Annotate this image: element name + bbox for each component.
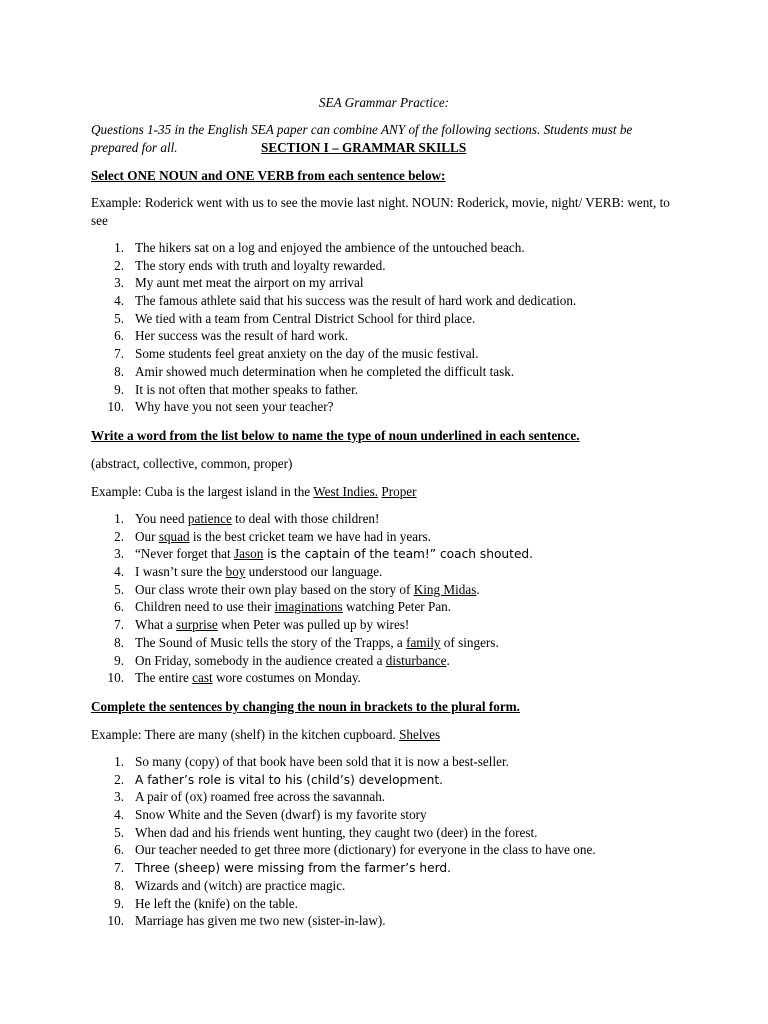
item-text: of singers. <box>440 634 499 650</box>
list-item: 10. Why have you not seen your teacher? <box>107 399 334 415</box>
item-text: The Sound of Music tells the story of the Trapps, a <box>135 634 407 650</box>
item-text: What a <box>135 617 177 633</box>
underlined-noun: cast <box>192 670 213 686</box>
item-text: Our teacher needed to get three more (dictionary) for everyone in the class to have one. <box>135 842 596 858</box>
list-item: 3. “Never forget that Jason is the captain of the team!” coach shouted. <box>114 546 534 562</box>
item-text: You need <box>135 511 188 526</box>
item-text: We tied with a team from Central District School for third place. <box>135 310 476 326</box>
example-underlined-noun: West Indies. <box>313 484 379 499</box>
section-title: SECTION I – GRAMMAR SKILLS <box>261 140 467 155</box>
item-text: I wasn’t sure the <box>135 564 226 580</box>
underlined-noun: King Midas <box>413 581 477 597</box>
part1-list <box>91 239 671 416</box>
list-item: 3. A pair of (ox) roamed free across the savannah. <box>114 789 386 805</box>
part3-list <box>91 753 671 930</box>
underlined-noun: Jason <box>233 546 264 562</box>
part3-example <box>91 726 671 744</box>
item-text: wore costumes on Monday. <box>212 670 361 686</box>
list-item: 2. The story ends with truth and loyalty rewarded. <box>114 257 386 273</box>
item-text: He left the (knife) on the table. <box>135 895 298 911</box>
list-item: 5. Our class wrote their own play based on the story of King Midas. <box>114 581 480 597</box>
example-answer: Shelves <box>399 727 441 742</box>
item-text: Amir showed much determination when he completed the difficult task. <box>135 363 515 379</box>
item-text: The hikers sat on a log and enjoyed the ambience of the untouched beach. <box>135 240 525 255</box>
list-item: 6. Our teacher needed to get three more (dictionary) for everyone in the class to have one. <box>114 842 596 858</box>
list-item: 1. The hikers sat on a log and enjoyed the ambience of the untouched beach. <box>114 240 525 255</box>
list-item: 8. Wizards and (witch) are practice magic. <box>114 877 346 893</box>
item-text: watching Peter Pan. <box>342 599 452 615</box>
item-text: Our <box>135 528 159 544</box>
item-text: . <box>446 652 450 668</box>
list-item: 8. Amir showed much determination when he completed the difficult task. <box>114 363 515 379</box>
list-item: 8. The Sound of Music tells the story of the Trapps, a family of singers. <box>114 634 499 650</box>
item-text: . <box>476 581 480 597</box>
list-item: 6. Children need to use their imaginations watching Peter Pan. <box>114 599 452 615</box>
list-item: 6. Her success was the result of hard work. <box>114 328 349 344</box>
item-text: Three (sheep) were missing from the farmer’s herd. <box>135 861 452 876</box>
list-item: 1. So many (copy) of that book have been sold that it is now a best-seller. <box>114 754 509 769</box>
list-item: 9. It is not often that mother speaks to father. <box>114 381 359 397</box>
part2-options: (abstract, collective, common, proper) <box>91 456 293 471</box>
document-title: SEA Grammar Practice: <box>318 95 450 110</box>
part2-heading: Write a word from the list below to name the type of noun underlined in each sentence. <box>91 428 580 443</box>
item-text: Snow White and the Seven (dwarf) is my favorite story <box>135 807 427 823</box>
item-text: A pair of (ox) roamed free across the savannah. <box>135 789 386 805</box>
item-text: So many (copy) of that book have been sold that it is now a best-seller. <box>135 754 509 769</box>
item-text: is the captain of the team!” coach shouted. <box>263 547 534 562</box>
part3-heading: Complete the sentences by changing the noun in brackets to the plural form. <box>91 699 520 714</box>
item-text: The story ends with truth and loyalty rewarded. <box>135 257 386 273</box>
part1-example: Example: Roderick went with us to see the movie last night. NOUN: Roderick, movie, night/ VERB: went, to see <box>91 195 670 228</box>
item-text: It is not often that mother speaks to father. <box>135 381 359 397</box>
list-item: 4. Snow White and the Seven (dwarf) is my favorite story <box>114 807 427 823</box>
item-text: when Peter was pulled up by wires! <box>217 617 410 633</box>
list-item: 10. The entire cast wore costumes on Monday. <box>107 670 361 686</box>
underlined-noun: patience <box>187 511 232 526</box>
example-answer: Proper <box>381 484 417 499</box>
item-text: A father’s role is vital to his (child’s) development. <box>135 772 444 787</box>
item-text: The famous athlete said that his success was the result of hard work and dedication. <box>135 293 577 309</box>
intro-text: Questions 1-35 in the English SEA paper can combine ANY of the following sections. Students must be prepared for all. <box>91 122 633 155</box>
part1-heading: Select ONE NOUN and ONE VERB from each sentence below: <box>91 168 446 183</box>
item-text: Children need to use their <box>135 599 275 615</box>
underlined-noun: imaginations <box>274 599 343 615</box>
item-text: When dad and his friends went hunting, they caught two (deer) in the forest. <box>135 824 538 840</box>
item-text: Some students feel great anxiety on the day of the music festival. <box>135 346 479 362</box>
item-text: to deal with those children! <box>231 511 380 526</box>
list-item: 5. When dad and his friends went hunting, they caught two (deer) in the forest. <box>114 824 538 840</box>
item-text: Wizards and (witch) are practice magic. <box>135 877 346 893</box>
list-item: 7. Three (sheep) were missing from the farmer’s herd. <box>114 860 452 876</box>
underlined-noun: boy <box>225 564 246 580</box>
list-item: 7. What a surprise when Peter was pulled up by wires! <box>114 617 410 633</box>
item-text: Her success was the result of hard work. <box>135 328 349 344</box>
underlined-noun: disturbance <box>385 652 447 668</box>
list-item: 2. Our squad is the best cricket team we have had in years. <box>114 528 431 544</box>
list-item: 9. He left the (knife) on the table. <box>114 895 298 911</box>
list-item: 4. I wasn’t sure the boy understood our language. <box>114 564 383 580</box>
part2-list <box>91 510 671 687</box>
item-text: “Never forget that <box>135 546 234 562</box>
list-item: 4. The famous athlete said that his success was the result of hard work and dedication. <box>114 293 577 309</box>
item-text: My aunt met meat the airport on my arrival <box>135 275 364 291</box>
underlined-noun: surprise <box>176 617 218 633</box>
list-item: 2. A father’s role is vital to his (child’s) development. <box>114 771 444 787</box>
part2-example <box>91 483 671 501</box>
list-item: 5. We tied with a team from Central District School for third place. <box>114 310 476 326</box>
underlined-noun: squad <box>158 528 190 544</box>
list-item: 9. On Friday, somebody in the audience created a disturbance. <box>114 652 450 668</box>
example-text: Example: There are many (shelf) in the kitchen cupboard. <box>91 727 400 742</box>
item-text: Marriage has given me two new (sister-in-law). <box>135 913 386 929</box>
list-item: 10. Marriage has given me two new (sister-in-law). <box>107 913 386 929</box>
item-text: On Friday, somebody in the audience created a <box>135 652 386 668</box>
item-text: Our class wrote their own play based on the story of <box>135 581 414 597</box>
list-item: 1. You need patience to deal with those children! <box>114 511 380 526</box>
item-text: is the best cricket team we have had in years. <box>189 528 431 544</box>
example-text: Example: Cuba is the largest island in the <box>91 484 314 499</box>
item-text: understood our language. <box>245 564 383 580</box>
item-text: The entire <box>135 670 193 686</box>
list-item: 7. Some students feel great anxiety on the day of the music festival. <box>114 346 479 362</box>
list-item: 3. My aunt met meat the airport on my arrival <box>114 275 364 291</box>
item-text: Why have you not seen your teacher? <box>135 399 334 415</box>
underlined-noun: family <box>406 634 441 650</box>
